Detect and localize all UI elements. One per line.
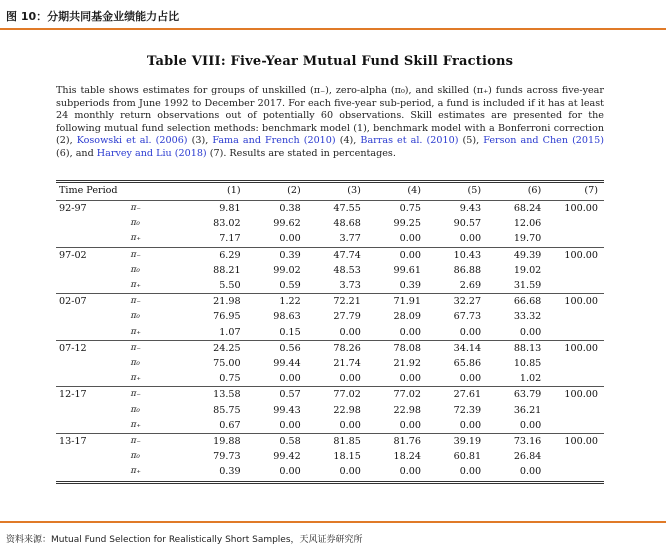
value-cell: 78.26 [301, 340, 361, 356]
value-cell: 86.88 [453, 264, 482, 276]
value-cell: 81.85 [301, 434, 361, 450]
value-cell [541, 403, 604, 418]
value-cell: 0.75 [219, 373, 241, 385]
citation-link[interactable]: Barras et al. (2010) [360, 135, 459, 147]
value-cell: 65.86 [453, 358, 482, 370]
value-cell: 18.24 [393, 451, 421, 463]
value-cell: 77.02 [361, 387, 421, 403]
value-cell: 0.00 [399, 233, 421, 245]
value-cell: 0.00 [339, 326, 361, 338]
value-cell: 1.02 [519, 373, 542, 385]
value-cell: 99.44 [273, 358, 301, 370]
value-cell: 19.88 [180, 434, 240, 450]
time-period-cell [56, 216, 131, 231]
abstract-text: ₊ [483, 85, 489, 96]
value-cell: 76.95 [213, 311, 241, 323]
value-cell: 0.00 [399, 326, 421, 338]
skill-fractions-table [56, 182, 604, 480]
table-row [56, 247, 604, 263]
value-cell: 0.00 [279, 373, 301, 385]
table-row [56, 418, 604, 434]
pi-symbol-cell: π₋ [131, 294, 181, 310]
value-cell: 77.02 [301, 387, 361, 403]
value-cell: 0.00 [339, 466, 361, 478]
paper-excerpt [56, 40, 604, 478]
value-cell: 0.00 [459, 373, 482, 385]
value-cell [541, 464, 604, 479]
value-cell: 99.25 [393, 218, 421, 230]
value-cell: 85.75 [213, 404, 241, 416]
value-cell: 22.98 [333, 404, 361, 416]
value-cell: 60.81 [453, 451, 482, 463]
abstract-text: ₀ [400, 85, 405, 96]
value-cell: 21.74 [333, 358, 361, 370]
value-cell [541, 371, 604, 387]
pi-symbol-cell: π₀ [130, 218, 140, 229]
value-cell: 33.32 [513, 311, 542, 323]
table-row [56, 263, 604, 278]
time-period-cell [56, 231, 131, 247]
value-cell: 0.00 [399, 466, 421, 478]
pi-symbol-cell: π₋ [131, 434, 181, 450]
value-cell: 78.08 [361, 340, 421, 356]
value-cell: 31.59 [513, 280, 542, 292]
value-cell: 71.91 [361, 294, 421, 310]
value-cell: 34.14 [421, 340, 481, 356]
abstract-text: ) funds across five-year subperiods from June 1992 to December 2017. For each five-year sub-period, a fund is included if it has at least 24 monthly return observations out of potentially 60 observations. Skill estimates are presented for the following mutual fund selection methods: benchmark model (1), benchmark model with a Bonferroni correction (2), [56, 85, 604, 147]
abstract-text: This table shows estimates for groups of unskilled (π [56, 85, 321, 96]
abstract-text: (5), [458, 135, 484, 147]
header-column-1: (1) [226, 185, 241, 196]
value-cell: 0.00 [399, 373, 421, 385]
time-period-cell [56, 325, 131, 341]
value-cell [541, 325, 604, 341]
value-cell: 0.58 [241, 434, 301, 450]
value-cell: 36.21 [513, 404, 542, 416]
value-cell: 24.25 [180, 340, 240, 356]
time-period-cell [56, 403, 131, 418]
value-cell: 100.00 [541, 387, 604, 403]
value-cell [541, 356, 604, 371]
pi-symbol-cell: π₀ [130, 451, 140, 462]
header-column-4: (4) [407, 185, 421, 196]
pi-symbol-cell: π₊ [130, 280, 141, 291]
time-period-cell [56, 449, 131, 464]
value-cell: 19.02 [513, 264, 542, 276]
table-row [56, 325, 604, 341]
value-cell: 67.73 [453, 311, 482, 323]
value-cell: 9.81 [180, 201, 240, 217]
time-period-cell [56, 278, 131, 294]
citation-link[interactable]: Ferson and Chen (2015) [483, 135, 604, 147]
value-cell: 98.63 [273, 311, 301, 323]
table-row [56, 294, 604, 310]
citation-link[interactable]: Harvey and Liu (2018) [96, 147, 207, 159]
table-row [56, 434, 604, 450]
table-bottom-double-rule-2 [56, 483, 604, 484]
pi-symbol-cell: π₊ [130, 326, 141, 337]
table-row [56, 231, 604, 247]
table-top-double-rule [56, 180, 604, 181]
value-cell [541, 278, 604, 294]
value-cell: 0.00 [279, 419, 301, 431]
table-row [56, 403, 604, 418]
value-cell: 0.00 [459, 326, 482, 338]
value-cell: 100.00 [541, 434, 604, 450]
value-cell: 2.69 [459, 280, 482, 292]
header-column-3: (3) [347, 185, 361, 196]
value-cell: 99.42 [273, 451, 301, 463]
pi-symbol-cell: π₋ [131, 387, 181, 403]
source-note: 资料来源：Mutual Fund Selection for Realistically Short Samples，天风证券研究所 [6, 535, 363, 545]
value-cell: 3.77 [339, 233, 361, 245]
value-cell: 18.15 [333, 451, 361, 463]
value-cell: 28.09 [393, 311, 421, 323]
value-cell [541, 216, 604, 231]
value-cell: 100.00 [541, 201, 604, 217]
value-cell: 68.24 [481, 201, 541, 217]
time-period-cell [56, 263, 131, 278]
value-cell: 47.74 [301, 247, 361, 263]
value-cell: 0.00 [459, 466, 482, 478]
value-cell: 48.68 [333, 218, 361, 230]
value-cell: 0.59 [279, 280, 301, 292]
value-cell: 0.56 [241, 340, 301, 356]
value-cell: 66.68 [481, 294, 541, 310]
value-cell: 0.57 [241, 387, 301, 403]
value-cell: 75.00 [213, 358, 241, 370]
value-cell: 49.39 [481, 247, 541, 263]
value-cell: 21.92 [393, 358, 421, 370]
pi-symbol-cell: π₋ [131, 247, 181, 263]
value-cell: 83.02 [213, 218, 241, 230]
time-period-cell [56, 309, 131, 324]
value-cell: 81.76 [361, 434, 421, 450]
pi-symbol-cell: π₊ [130, 466, 141, 477]
table-row [56, 356, 604, 371]
abstract-text: (4), [335, 135, 361, 147]
value-cell: 0.00 [279, 466, 301, 478]
abstract-text: ), and skilled (π [404, 85, 484, 96]
value-cell: 1.07 [219, 326, 241, 338]
value-cell: 10.85 [513, 358, 542, 370]
abstract-text: ), zero-alpha (π [325, 85, 401, 96]
header-column-5: (5) [467, 185, 482, 196]
pi-symbol-cell: π₊ [130, 419, 141, 430]
value-cell: 88.13 [481, 340, 541, 356]
value-cell: 72.39 [453, 404, 482, 416]
time-period-cell [56, 356, 131, 371]
table-description [56, 85, 604, 161]
value-cell: 13.58 [180, 387, 240, 403]
value-cell: 99.02 [273, 264, 301, 276]
header-column-6: (6) [527, 185, 542, 196]
value-cell: 63.79 [481, 387, 541, 403]
figure-title: 图 10：分期共同基金业绩能力占比 [6, 10, 180, 23]
time-period-cell [56, 371, 131, 387]
pi-symbol-cell: π₋ [131, 201, 181, 217]
header-column-2: (2) [287, 185, 301, 196]
source-footer [0, 521, 666, 554]
table-row [56, 216, 604, 231]
table-bottom-double-rule [56, 481, 604, 482]
value-cell: 73.16 [481, 434, 541, 450]
value-cell: 21.98 [180, 294, 240, 310]
abstract-text: ₋ [320, 85, 326, 96]
pi-symbol-cell: π₀ [130, 358, 140, 369]
value-cell: 47.55 [301, 201, 361, 217]
value-cell [541, 309, 604, 324]
pi-symbol-cell: π₊ [130, 233, 141, 244]
pi-symbol-cell: π₋ [131, 340, 181, 356]
value-cell: 0.15 [279, 326, 301, 338]
abstract-text: (7). Results are stated in percentages. [206, 147, 396, 159]
value-cell: 72.21 [301, 294, 361, 310]
value-cell: 88.21 [213, 264, 241, 276]
value-cell: 100.00 [541, 294, 604, 310]
value-cell: 27.79 [333, 311, 361, 323]
table-row [56, 449, 604, 464]
citation-link[interactable]: Kosowski et al. (2006) [76, 135, 188, 147]
value-cell: 90.57 [453, 218, 482, 230]
value-cell: 0.67 [219, 419, 241, 431]
time-period-cell [56, 418, 131, 434]
time-period-cell: 13-17 [56, 434, 131, 450]
pi-symbol-cell: π₀ [130, 264, 140, 275]
value-cell: 0.39 [241, 247, 301, 263]
value-cell: 79.73 [213, 451, 241, 463]
time-period-cell: 02-07 [56, 294, 131, 310]
value-cell: 0.75 [361, 201, 421, 217]
time-period-cell [56, 464, 131, 479]
value-cell: 0.00 [459, 419, 482, 431]
value-cell: 0.00 [279, 233, 301, 245]
abstract-text: (3), [187, 135, 213, 147]
value-cell: 48.53 [333, 264, 361, 276]
time-period-cell: 07-12 [56, 340, 131, 356]
value-cell: 1.22 [241, 294, 301, 310]
figure-header [0, 0, 666, 30]
table-row [56, 278, 604, 294]
value-cell: 22.98 [393, 404, 421, 416]
table-row [56, 340, 604, 356]
value-cell: 0.00 [459, 233, 482, 245]
citation-link[interactable]: Fama and French (2010) [212, 135, 336, 147]
table-row [56, 387, 604, 403]
value-cell: 10.43 [421, 247, 481, 263]
table-title: Table VIII: Five-Year Mutual Fund Skill Fractions [146, 54, 514, 69]
value-cell: 39.19 [421, 434, 481, 450]
value-cell: 0.39 [399, 280, 421, 292]
value-cell: 0.00 [519, 419, 542, 431]
value-cell: 0.00 [339, 373, 361, 385]
table-row [56, 371, 604, 387]
table-row [56, 464, 604, 479]
value-cell [541, 263, 604, 278]
value-cell: 27.61 [421, 387, 481, 403]
value-cell [541, 418, 604, 434]
value-cell: 99.62 [273, 218, 301, 230]
pi-symbol-cell: π₀ [130, 311, 140, 322]
value-cell: 7.17 [219, 233, 241, 245]
value-cell [541, 449, 604, 464]
time-period-cell: 97-02 [56, 247, 131, 263]
value-cell: 100.00 [541, 247, 604, 263]
value-cell: 32.27 [421, 294, 481, 310]
value-cell: 9.43 [421, 201, 481, 217]
value-cell: 19.70 [513, 233, 542, 245]
value-cell: 12.06 [513, 218, 542, 230]
value-cell: 5.50 [219, 280, 241, 292]
value-cell: 6.29 [180, 247, 240, 263]
value-cell: 0.00 [519, 466, 542, 478]
value-cell: 0.00 [399, 419, 421, 431]
value-cell: 99.61 [393, 264, 421, 276]
value-cell: 100.00 [541, 340, 604, 356]
value-cell: 99.43 [273, 404, 301, 416]
value-cell: 0.00 [519, 326, 542, 338]
value-cell: 0.00 [339, 419, 361, 431]
header-time-period: Time Period [59, 185, 118, 196]
value-cell: 26.84 [513, 451, 542, 463]
value-cell [541, 231, 604, 247]
header-blank [131, 182, 181, 201]
pi-symbol-cell: π₊ [130, 373, 141, 384]
table-row [56, 309, 604, 324]
header-column-7: (7) [584, 185, 598, 196]
table-row [56, 201, 604, 217]
value-cell: 0.39 [219, 466, 241, 478]
table-header-row [56, 182, 604, 201]
time-period-cell: 12-17 [56, 387, 131, 403]
pi-symbol-cell: π₀ [130, 404, 140, 415]
value-cell: 0.00 [361, 247, 421, 263]
time-period-cell: 92-97 [56, 201, 131, 217]
value-cell: 3.73 [339, 280, 361, 292]
abstract-text: (6), and [56, 147, 97, 159]
value-cell: 0.38 [241, 201, 301, 217]
